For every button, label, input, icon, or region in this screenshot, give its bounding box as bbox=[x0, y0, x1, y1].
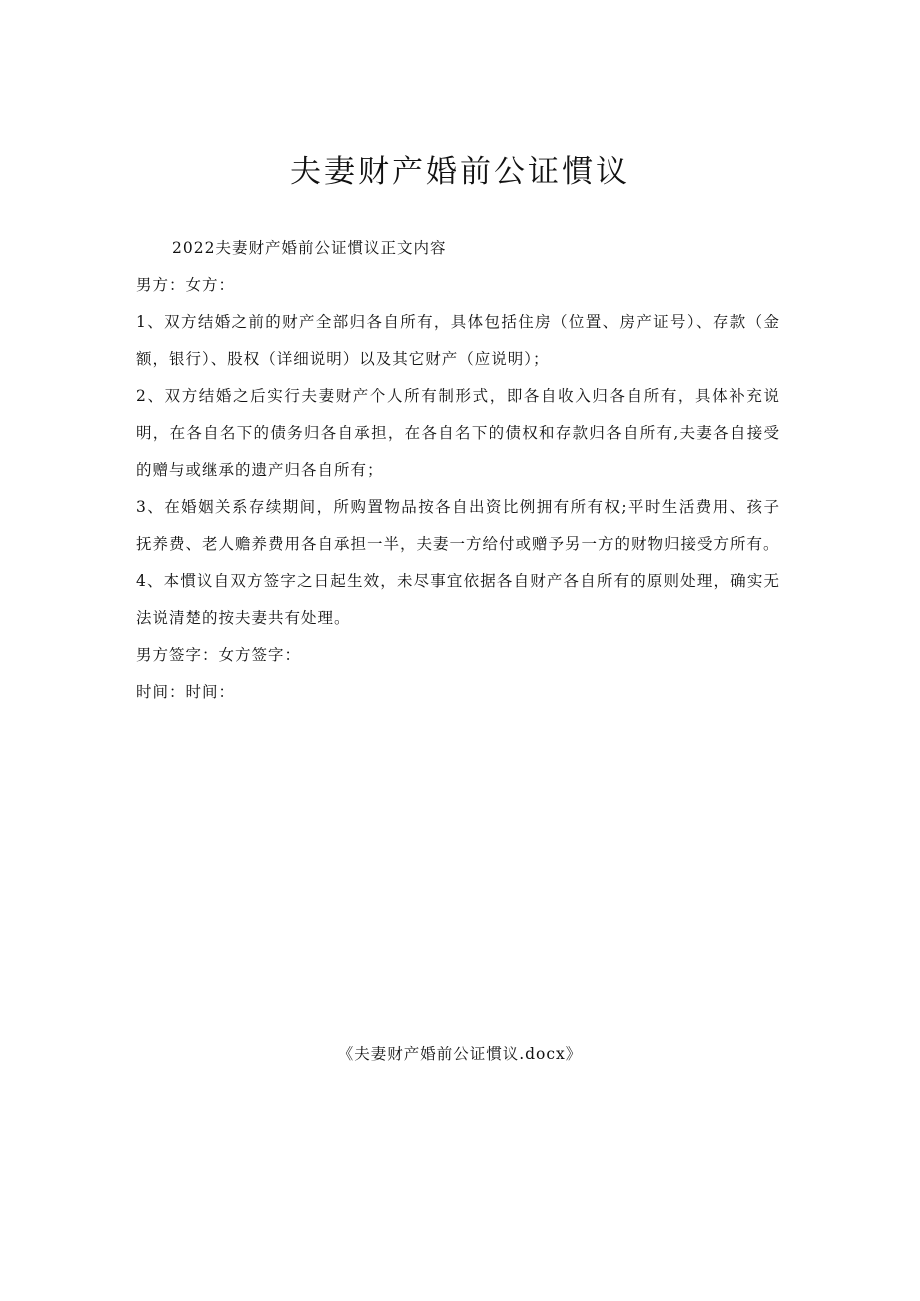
clause-4: 4、本慣议自双方签字之日起生效，未尽事宜依据各自财产各自所有的原则处理，确实无法说清楚的按夫妻共有处理。 bbox=[136, 572, 780, 627]
clause-2: 2、双方结婚之后实行夫妻财产个人所有制形式，即各自收入归各自所有，具体补充说明，在各自名下的债务归各自承担，在各自名下的债权和存款归各自所有,夫妻各自接受的赠与或继承的遗产归各自所有； bbox=[136, 387, 780, 479]
clause-1: 1、双方结婚之前的财产全部归各自所有，具体包括住房（位置、房产证号）、存款（金额，银行）、股权（详细说明）以及其它财产（应说明）； bbox=[136, 313, 780, 368]
clause-3: 3、在婚姻关系存续期间，所购置物品按各自出资比例拥有所有权;平时生活费用、孩子抚养费、老人赡养费用各自承担一半，夫妻一方给付或赠予另一方的财物归接受方所有。 bbox=[136, 498, 780, 553]
document-title: 夫妻财产婚前公证慣议 bbox=[290, 154, 630, 190]
footer-filename: 《夫妻财产婚前公证慣议.docx》 bbox=[337, 1045, 583, 1063]
signature-line: 男方签字：女方签字： bbox=[136, 646, 302, 664]
time-line: 时间：时间： bbox=[136, 683, 236, 701]
document-body bbox=[136, 230, 780, 711]
document-subtitle: 2022夫妻财产婚前公证慣议正文内容 bbox=[172, 239, 447, 257]
parties-line: 男方：女方： bbox=[136, 276, 236, 294]
